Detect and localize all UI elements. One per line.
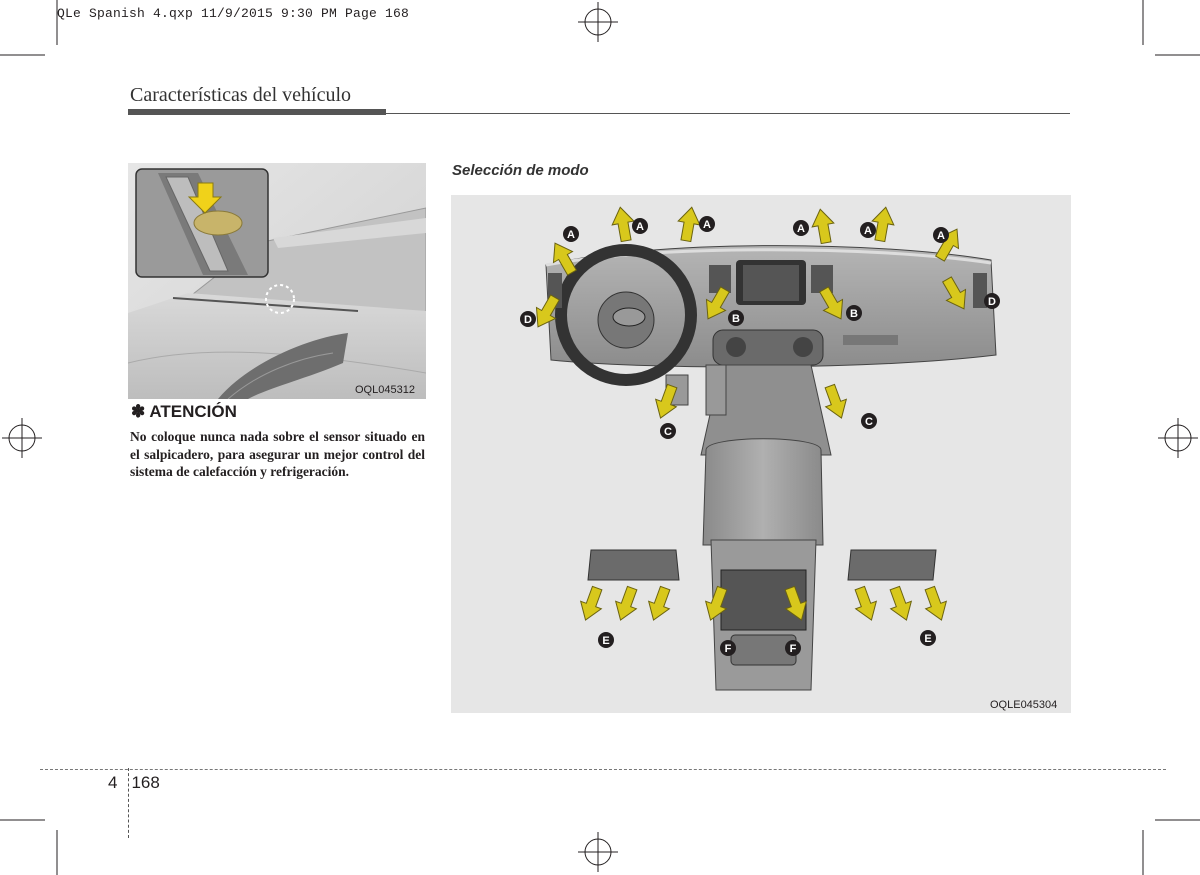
mode-illustration	[451, 195, 1071, 713]
mode-label: D	[524, 314, 532, 326]
attention-title: ATENCIÓN	[149, 402, 237, 421]
airflow-arrow	[610, 584, 642, 623]
mode-label: A	[937, 230, 945, 242]
running-header: Características del vehículo	[130, 84, 352, 106]
attention-heading	[131, 402, 237, 422]
chapter-number: 4	[108, 773, 118, 792]
section-title: Selección de modo	[452, 162, 589, 179]
mode-label: C	[865, 416, 873, 428]
airflow-arrow	[809, 207, 837, 244]
page-number	[108, 773, 160, 793]
mode-label-badge	[632, 218, 648, 234]
mode-label: F	[724, 643, 732, 655]
airflow-arrow	[675, 205, 703, 242]
figure-code: OQL045312	[355, 384, 415, 396]
mode-label: B	[850, 308, 858, 320]
airflow-arrow	[885, 584, 917, 623]
mode-label-badge	[846, 305, 862, 321]
mode-label-badge	[728, 310, 744, 326]
airflow-arrow	[850, 584, 882, 623]
print-slug: QLe Spanish 4.qxp 11/9/2015 9:30 PM Page 168	[57, 6, 410, 21]
figure-code: OQLE045304	[990, 699, 1058, 711]
mode-label: B	[732, 313, 740, 325]
mode-label-badge	[920, 630, 936, 646]
airflow-arrow	[643, 584, 675, 623]
mode-label: E	[602, 635, 610, 647]
mode-label: A	[703, 219, 711, 231]
mode-label: C	[664, 426, 672, 438]
mode-label-badge	[563, 226, 579, 242]
header-rule	[128, 109, 386, 115]
mode-label-badge	[699, 216, 715, 232]
footer-rule	[40, 769, 1166, 770]
mode-label: A	[864, 225, 872, 237]
attention-symbol: ✽	[131, 402, 146, 421]
mode-label: D	[988, 296, 996, 308]
header-rule-thin	[386, 113, 1070, 114]
page-number-value: 168	[131, 773, 160, 792]
mode-label-badge	[520, 311, 536, 327]
airflow-arrow	[920, 584, 952, 623]
airflow-arrow	[575, 584, 607, 623]
mode-label: A	[636, 221, 644, 233]
airflow-arrow	[820, 382, 852, 421]
mode-label-badge	[984, 293, 1000, 309]
mode-label: E	[924, 633, 932, 645]
mode-label-badge	[660, 423, 676, 439]
mode-label-badge	[785, 640, 801, 656]
attention-body: No coloque nunca nada sobre el sensor situado en el salpicadero, para asegurar un mejor control del sistema de calefacción y refrigeración.	[130, 429, 425, 479]
mode-label-badge	[860, 222, 876, 238]
mode-label-badge	[793, 220, 809, 236]
mode-label-badge	[598, 632, 614, 648]
mode-label-badge	[933, 227, 949, 243]
mode-label: A	[567, 229, 575, 241]
mode-label-badge	[861, 413, 877, 429]
mode-label: A	[797, 223, 805, 235]
sensor-illustration	[128, 163, 426, 399]
mode-label: F	[789, 643, 797, 655]
mode-label-badge	[720, 640, 736, 656]
